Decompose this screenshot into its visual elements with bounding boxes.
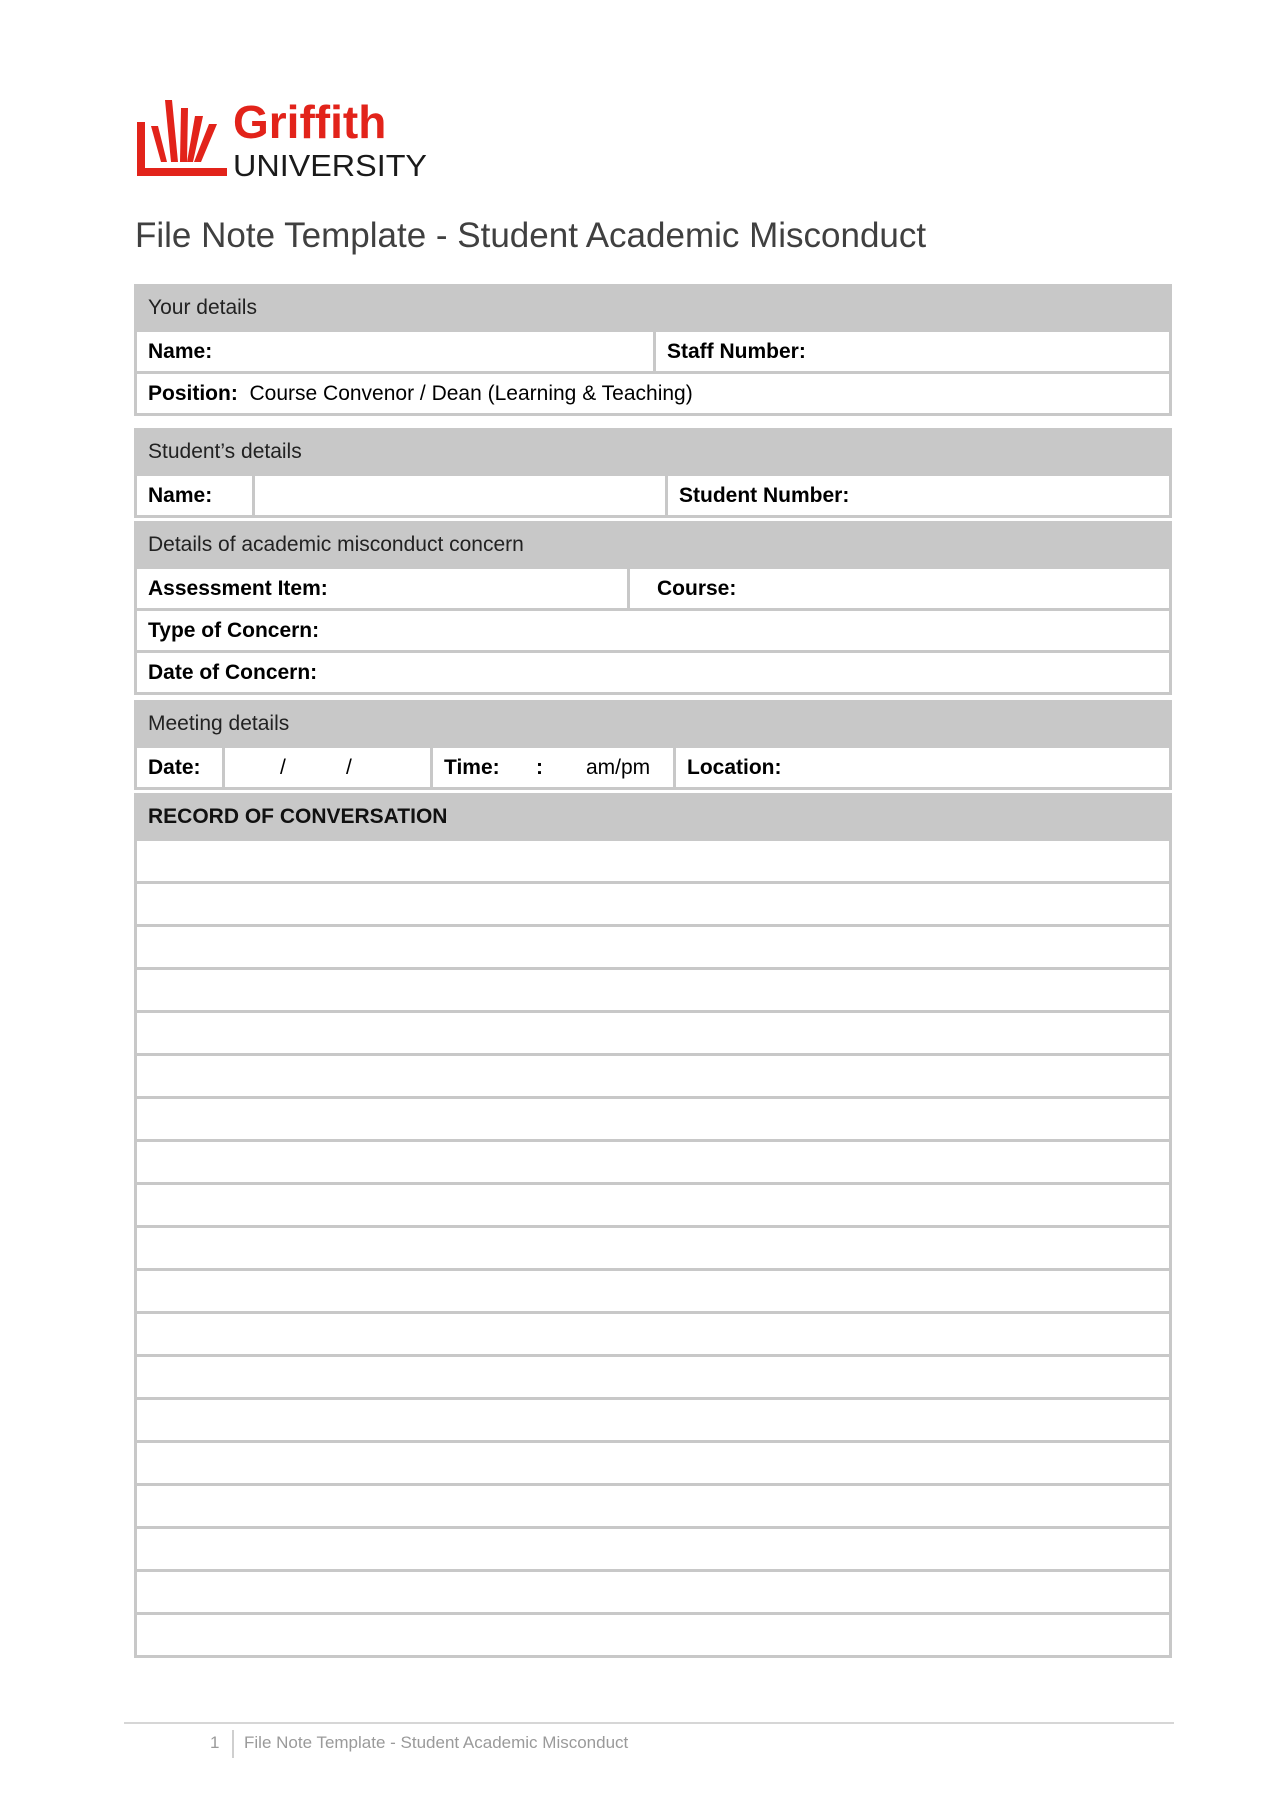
footer: [124, 1730, 1174, 1758]
record-lines: [137, 841, 1169, 1655]
student-name-label-cell: [137, 476, 252, 515]
student-name-input[interactable]: [255, 476, 665, 515]
footer-page-number: 1: [210, 1733, 220, 1752]
svg-text:UNIVERSITY: UNIVERSITY: [233, 148, 427, 183]
record-line[interactable]: [137, 1529, 1169, 1569]
record-line[interactable]: [137, 1400, 1169, 1440]
meeting-time-ampm: am/pm: [586, 756, 651, 779]
concern-details-section: [134, 521, 1172, 695]
record-line[interactable]: [137, 1486, 1169, 1526]
concern-details-heading: Details of academic misconduct concern: [137, 524, 1169, 566]
staff-name-field[interactable]: [137, 332, 653, 371]
svg-text:Griffith: Griffith: [233, 100, 387, 148]
date-of-concern-field[interactable]: [137, 653, 1169, 692]
footer-text: File Note Template - Student Academic Misconduct: [244, 1733, 629, 1752]
meeting-date-separator-2: /: [346, 756, 352, 779]
record-line[interactable]: [137, 1357, 1169, 1397]
meeting-time-field[interactable]: [433, 748, 673, 787]
record-of-conversation-section: [134, 793, 1172, 1658]
student-number-label: Student Number:: [679, 484, 850, 507]
position-label: Position:: [148, 382, 238, 405]
record-line[interactable]: [137, 1142, 1169, 1182]
student-details-section: [134, 428, 1172, 518]
meeting-date-label-cell: [137, 748, 222, 787]
assessment-item-field[interactable]: [137, 569, 627, 608]
record-line[interactable]: [137, 1314, 1169, 1354]
meeting-date-label: Date:: [148, 756, 201, 779]
record-of-conversation-heading: RECORD OF CONVERSATION: [137, 796, 1169, 838]
course-field[interactable]: [630, 569, 1169, 608]
staff-number-label: Staff Number:: [667, 340, 806, 363]
record-line[interactable]: [137, 1228, 1169, 1268]
meeting-date-separator-1: /: [280, 756, 286, 779]
staff-number-field[interactable]: [656, 332, 1169, 371]
record-line[interactable]: [137, 1013, 1169, 1053]
record-line[interactable]: [137, 970, 1169, 1010]
record-line[interactable]: [137, 841, 1169, 881]
your-details-section: [134, 284, 1172, 416]
record-line[interactable]: [137, 1099, 1169, 1139]
student-name-label: Name:: [148, 484, 213, 507]
meeting-location-field[interactable]: [676, 748, 1169, 787]
record-line[interactable]: [137, 927, 1169, 967]
meeting-date-input[interactable]: [225, 748, 430, 787]
footer-rule: [124, 1722, 1174, 1724]
logo-emblem-icon: [137, 100, 227, 176]
footer-separator: [232, 1730, 234, 1758]
meeting-time-colon: :: [536, 756, 543, 779]
type-of-concern-field[interactable]: [137, 611, 1169, 650]
position-field[interactable]: [137, 374, 1169, 413]
meeting-details-section: [134, 700, 1172, 790]
record-line[interactable]: [137, 1271, 1169, 1311]
student-number-field[interactable]: [668, 476, 1169, 515]
type-of-concern-label: Type of Concern:: [148, 619, 320, 642]
meeting-location-label: Location:: [687, 756, 782, 779]
griffith-university-logo: [135, 100, 435, 186]
page-title: File Note Template - Student Academic Misconduct: [135, 216, 927, 255]
position-value: Course Convenor / Dean (Learning & Teaching): [249, 382, 693, 405]
record-line[interactable]: [137, 1615, 1169, 1655]
meeting-time-label: Time:: [444, 756, 500, 779]
staff-name-label: Name:: [148, 340, 213, 363]
assessment-item-label: Assessment Item:: [148, 577, 328, 600]
record-line[interactable]: [137, 884, 1169, 924]
record-line[interactable]: [137, 1185, 1169, 1225]
meeting-details-heading: Meeting details: [137, 703, 1169, 745]
course-label: Course:: [657, 577, 737, 600]
student-details-heading: Student’s details: [137, 431, 1169, 473]
record-line[interactable]: [137, 1443, 1169, 1483]
date-of-concern-label: Date of Concern:: [148, 661, 318, 684]
record-line[interactable]: [137, 1056, 1169, 1096]
record-line[interactable]: [137, 1572, 1169, 1612]
your-details-heading: Your details: [137, 287, 1169, 329]
